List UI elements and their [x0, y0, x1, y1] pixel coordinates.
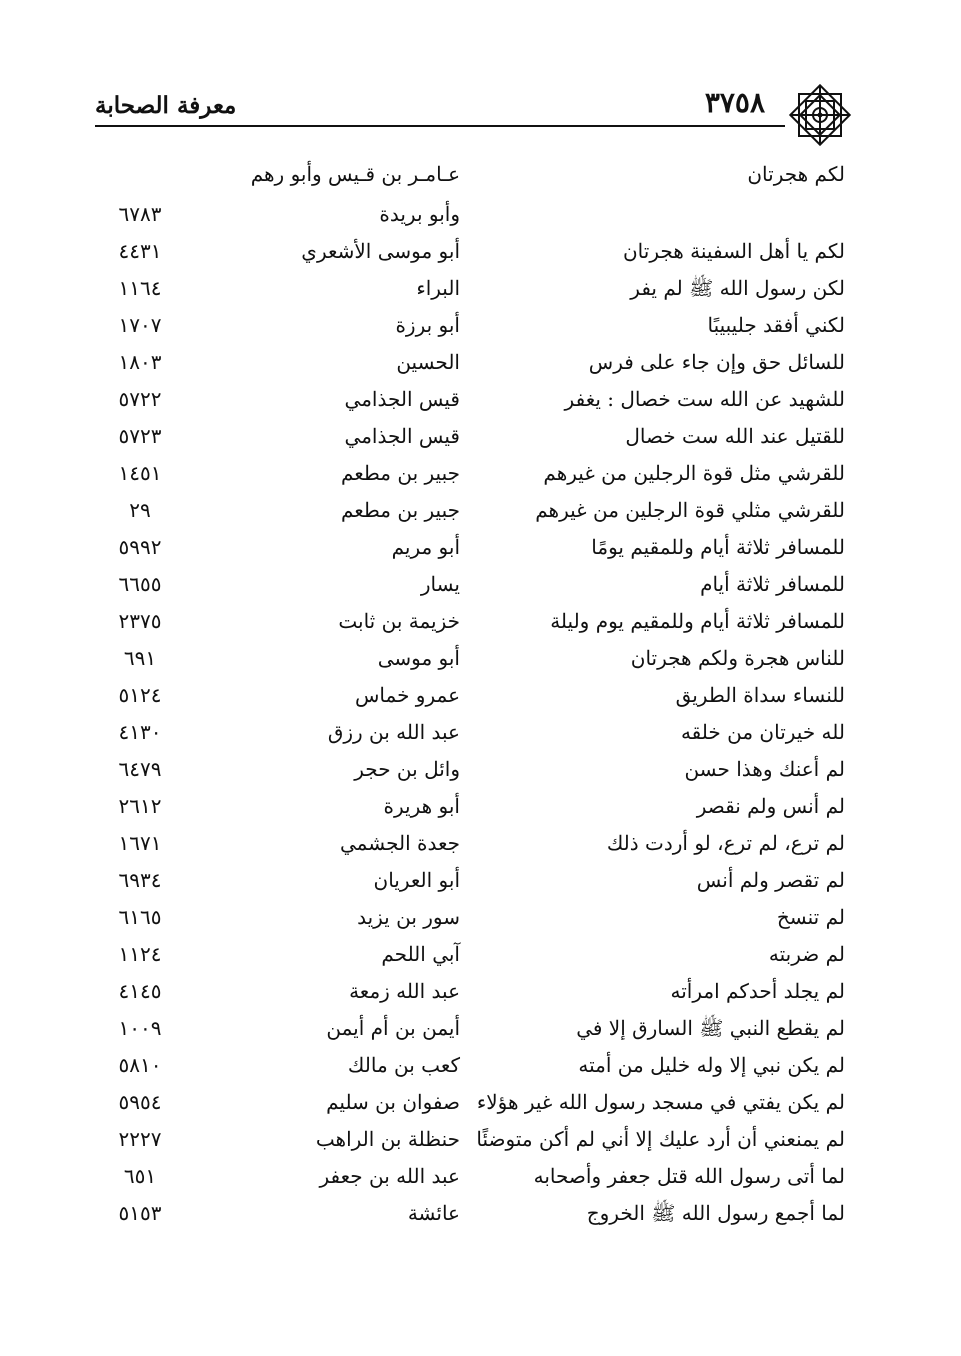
index-row	[95, 901, 845, 938]
hadith-number: ٦٥١	[123, 1164, 157, 1188]
narrator-name: أبو برزة	[395, 313, 460, 337]
narrator-name: وائل بن حجر	[354, 757, 460, 781]
hadith-text: لما أجمع رسول الله ﷺ الخروج	[586, 1201, 845, 1225]
index-row	[95, 864, 845, 901]
hadith-text: لم يجلد أحدكم امرأته	[670, 979, 845, 1003]
hadith-number: ١٧٠٧	[118, 313, 162, 337]
narrator-name: قيس الجذامي	[344, 424, 460, 448]
index-row	[95, 158, 845, 198]
hadith-number: ٢٦١٢	[118, 794, 162, 818]
narrator-name: أبو هريرة	[383, 794, 460, 818]
hadith-text: للمسافر ثلاثة أيام وللمقيم يومًا	[591, 535, 845, 559]
narrator-name: البراء	[416, 276, 460, 300]
hadith-number: ١٠٠٩	[118, 1016, 162, 1040]
hadith-number: ١٤٥١	[118, 461, 162, 485]
narrator-name: عبد الله بن رزق	[327, 720, 460, 744]
index-row	[95, 753, 845, 790]
narrator-name: أبو مريم	[391, 535, 460, 559]
hadith-number: ٤١٤٥	[118, 979, 162, 1003]
narrator-name: وأبو بريدة	[379, 202, 460, 226]
hadith-number: ٦٩١	[123, 646, 157, 670]
index-row	[95, 531, 845, 568]
index-row	[95, 1012, 845, 1049]
hadith-text: لم أنس ولم نقصر	[696, 794, 845, 818]
hadith-number: ١٨٠٣	[118, 350, 162, 374]
narrator-name: حنظلة بن الراهب	[315, 1127, 460, 1151]
narrator-name: أبو العريان	[373, 868, 460, 892]
hadith-number: ٤٤٣١	[118, 239, 162, 263]
narrator-name: أيمن بن أم أيمن	[326, 1016, 460, 1040]
narrator-name: خزيمة بن ثابت	[338, 609, 460, 633]
hadith-text: للسائل حق وإن جاء على فرس	[588, 350, 845, 374]
index-row	[95, 272, 845, 309]
hadith-number: ٥٩٥٤	[118, 1090, 162, 1114]
hadith-text: للناس هجرة ولكم هجرتان	[630, 646, 845, 670]
narrator-name: الحسين	[396, 350, 460, 374]
narrator-name: كعب بن مالك	[347, 1053, 460, 1077]
hadith-number: ٦٤٧٩	[118, 757, 162, 781]
hadith-text: لكني أفقد جليبيبًا	[707, 313, 845, 337]
hadith-number: ٦٩٣٤	[118, 868, 162, 892]
hadith-number: ٦١٦٥	[118, 905, 162, 929]
narrator-name: جبير بن مطعم	[340, 461, 460, 485]
hadith-number: ١١٢٤	[118, 942, 162, 966]
hadith-number: ٥٩٩٢	[118, 535, 162, 559]
narrator-name: عائشة	[407, 1201, 460, 1225]
hadith-text: للقرشي مثل قوة الرجلين من غيرهم	[543, 461, 845, 485]
hadith-number: ٦٧٨٣	[118, 202, 162, 226]
hadith-text: للقرشي مثلي قوة الرجلين من غيرهم	[535, 498, 845, 522]
narrator-name: جعدة الجشمي	[340, 831, 460, 855]
hadith-number: ٥١٥٣	[118, 1201, 162, 1225]
index-row	[95, 346, 845, 383]
hadith-text: لم يكن يفتي في مسجد رسول الله غير هؤلاء	[476, 1090, 845, 1114]
hadith-number: ٥٨١٠	[118, 1053, 162, 1077]
hadith-text: لم يمنعني أن أرد عليك إلا أني لم أكن متوضئًا	[476, 1127, 845, 1151]
hadith-text: للنساء سداة الطريق	[675, 683, 845, 707]
index-row	[95, 679, 845, 716]
index-row	[95, 1086, 845, 1123]
hadith-text: لم يقطع النبي ﷺ السارق إلا في	[576, 1016, 845, 1040]
hadith-number: ٥٧٢٣	[118, 424, 162, 448]
index-row	[95, 1123, 845, 1160]
index-row	[95, 457, 845, 494]
hadith-text: للمسافر ثلاثة أيام وللمقيم يوم وليلة	[550, 609, 845, 633]
narrator-name: عبد الله بن جعفر	[319, 1164, 460, 1188]
header-divider	[95, 125, 785, 127]
hadith-text: لكم يا أهل السفينة هجرتان	[622, 239, 845, 263]
narrator-name: سور بن يزيد	[357, 905, 460, 929]
hadith-text: لما أتى رسول الله قتل جعفر وأصحابه	[533, 1164, 845, 1188]
index-row	[95, 605, 845, 642]
index-row	[95, 642, 845, 679]
narrator-name: عبد الله زمعة	[349, 979, 460, 1003]
narrator-name: أبو موسى الأشعري	[301, 239, 460, 263]
narrator-name: قيس الجذامي	[344, 387, 460, 411]
hadith-text: للشهيد عن الله ست خصال : يغفر	[564, 387, 845, 411]
hadith-number: ١١٦٤	[118, 276, 162, 300]
hadith-number: ٢٣٧٥	[118, 609, 162, 633]
hadith-number: ١٦٧١	[118, 831, 162, 855]
hadith-text: لكن رسول الله ﷺ لم يفر	[630, 276, 845, 300]
page-number: ٣٧٥٨	[704, 86, 765, 119]
hadith-number: ٦٦٥٥	[118, 572, 162, 596]
hadith-text: لكم هجرتان	[747, 162, 845, 186]
narrator-name: أبو موسى	[377, 646, 460, 670]
index-row	[95, 975, 845, 1012]
hadith-text: لم ضربته	[768, 942, 845, 966]
index-row	[95, 1197, 845, 1234]
hadith-text: لم يكن نبي إلا وله خليل من أمته	[578, 1053, 845, 1077]
narrator-name: آبي اللحم	[381, 942, 460, 966]
octagonal-star-ornament-icon	[775, 76, 865, 154]
index-row	[95, 790, 845, 827]
index-row	[95, 235, 845, 272]
index-entries	[95, 158, 845, 1234]
hadith-number: ٤١٣٠	[118, 720, 162, 744]
narrator-name: يسار	[420, 572, 460, 596]
index-row	[95, 309, 845, 346]
index-row	[95, 1160, 845, 1197]
index-row	[95, 568, 845, 605]
hadith-number: ٥٧٢٢	[118, 387, 162, 411]
index-row	[95, 383, 845, 420]
narrator-name: عمرو خماس	[355, 683, 460, 707]
hadith-number: ٥١٢٤	[118, 683, 162, 707]
index-row	[95, 1049, 845, 1086]
hadith-text: للمسافر ثلاثة أيام	[700, 572, 845, 596]
narrator-name: عـامـر بن قـيس وأبو رهم	[250, 162, 460, 186]
index-row	[95, 198, 845, 235]
hadith-text: لم تقصر ولم أنس	[696, 868, 845, 892]
index-row	[95, 716, 845, 753]
narrator-name: جبير بن مطعم	[340, 498, 460, 522]
hadith-text: لم ترع، لم ترع، لو أردت ذلك	[606, 831, 845, 855]
index-row	[95, 494, 845, 531]
hadith-text: لله خيرتان من خلقه	[680, 720, 845, 744]
hadith-number: ٢٢٢٧	[118, 1127, 162, 1151]
index-row	[95, 827, 845, 864]
index-row	[95, 420, 845, 457]
hadith-text: لم أعنك وهذا حسن	[684, 757, 845, 781]
hadith-text: للقتيل عند الله ست خصال	[625, 424, 845, 448]
hadith-number: ٢٩	[129, 498, 151, 522]
book-title: معرفة الصحابة	[95, 92, 237, 119]
narrator-name: صفوان بن سليم	[326, 1090, 460, 1114]
index-row	[95, 938, 845, 975]
hadith-text: لم تنسخ	[776, 905, 845, 929]
page-header	[95, 76, 865, 154]
